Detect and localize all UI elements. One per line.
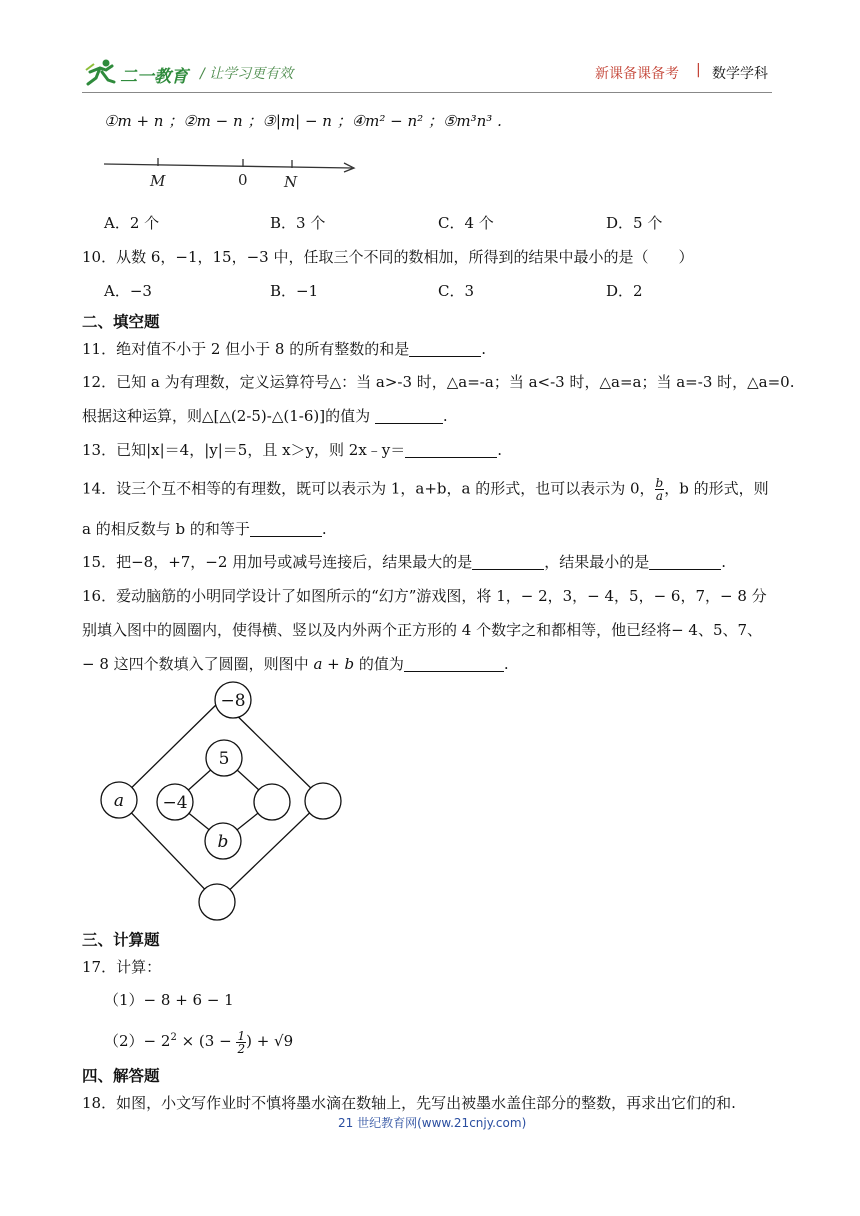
q18-text: 18．如图，小文写作业时不慎将墨水滴在数轴上，先写出被墨水盖住部分的整数，再求出它们的和. [82,1094,736,1112]
magic-square-diagram [96,678,348,924]
q12-line1: 12．已知 a 为有理数，定义运算符号△：当 a>-3 时，△a=-a；当 a<-3 时，△a=a；当 a=-3 时，△a=0. [82,373,795,391]
section-title-fill-blank: 二、填空题 [82,313,160,331]
answer-blank [375,407,443,424]
q9-option-c: C．4 个 [438,214,494,232]
q14-end: . [321,520,327,538]
q12-end: . [442,407,448,425]
q17-part1: （1）− 8 + 6 − 1 [104,991,234,1009]
q16-end: . [503,655,509,673]
q17-stem: 17．计算： [82,958,162,976]
label-inner-top: 5 [218,749,230,769]
label-outer-left: a [113,791,125,811]
q14-line1-a: 14．设三个互不相等的有理数，既可以表示为 1，a+b，a 的形式，也可以表示为 0， [82,479,655,498]
answer-blank-max [472,553,544,570]
q16-math: a + b [313,655,355,673]
q9-expressions: ①m + n ；②m − n ；③|m| − n ；④m² − n² ；⑤m³n³ . [104,112,502,130]
q17-part2-b: × (3 − [176,1032,232,1050]
fraction-b-over-a: $\frac{b}{a}$ [655,476,664,503]
header-rule [82,92,772,93]
q9-option-d: D．5 个 [606,214,663,232]
answer-blank [409,340,481,357]
logo-text: 二一教育 [120,67,188,87]
q14-line1 [82,477,769,502]
q10-option-d: D．2 [606,282,643,300]
number-line-figure [100,150,362,192]
q9-option-b: B．3 个 [270,214,326,232]
q10-option-c: C．3 [438,282,475,300]
q17-part2-a: （2）− 2 [104,1032,171,1050]
q10-option-a: A．−3 [104,282,152,300]
q14-line2-text: a 的相反数与 b 的和等于 [82,520,250,538]
section-title-answer: 四、解答题 [82,1067,160,1085]
q16-line3 [82,653,509,675]
label-outer-top: −8 [220,691,246,711]
circle-inner-right [254,784,290,820]
q11-text: 11．绝对值不小于 2 但小于 8 的所有整数的和是 [82,340,410,358]
q13-text: 13．已知|x|＝4，|y|＝5，且 x＞y，则 2x﹣y＝ [82,441,406,459]
header-brand-left: 新课备课备考 [595,66,679,82]
label-m: M [150,172,166,190]
q16-line3-a: − 8 这四个数填入了圆圈，则图中 [82,655,309,673]
label-inner-bottom: b [217,832,229,852]
q11 [82,338,486,360]
q11-end: . [481,340,487,358]
answer-blank [250,520,322,537]
q12-line2 [82,405,448,427]
circle-outer-right [305,783,341,819]
q15-part1: 15．把−8，+7，−2 用加号或减号连接后，结果最大的是 [82,553,473,571]
footer-source: 21 世纪教育网(www.21cnjy.com) [338,1116,527,1130]
slogan: / 让学习更有效 [200,66,294,82]
runner-logo-icon [84,58,118,86]
q10-option-b: B．−1 [270,282,319,300]
q17-part2 [104,1027,293,1055]
q15-part2: ，结果最小的是 [544,553,650,571]
label-n: N [284,173,298,191]
header-separator: | [696,62,701,78]
q15-end: . [721,553,726,571]
fraction-one-half: $\frac{1}{2}$ [237,1028,246,1056]
q16-line1: 16．爱动脑筋的小明同学设计了如图所示的“幻方”游戏图，将 1，− 2，3，− 4，5，− 6，7，− 8 分 [82,587,767,605]
label-inner-left: −4 [162,793,188,813]
q17-part2-c: ) + √9 [246,1032,294,1050]
q15 [82,551,726,573]
q12-line2-text: 根据这种运算，则△[△(2-5)-△(1-6)]的值为 [82,407,371,425]
circle-outer-bottom [199,884,235,920]
q13-end: . [497,441,503,459]
q10-stem: 10．从数 6，−1，15，−3 中，任取三个不同的数相加，所得到的结果中最小的是（ ） [82,248,694,266]
q16-line2: 别填入图中的圆圈内，使得横、竖以及内外两个正方形的 4 个数字之和都相等，他已经将− 4、5、7、 [82,621,763,639]
q14-line1-b: ，b 的形式，则 [664,479,769,498]
q9-option-a: A．2 个 [104,214,160,232]
q16-line3-b: 的值为 [358,655,404,673]
answer-blank-min [649,553,721,570]
q13 [82,439,502,461]
header-subject: 数学学科 [712,66,768,82]
answer-blank [404,655,504,672]
answer-blank [405,441,497,458]
label-zero: 0 [238,171,248,189]
q17-exponent: 2 [170,1032,177,1043]
q14-line2 [82,518,327,540]
section-title-calculation: 三、计算题 [82,931,160,949]
